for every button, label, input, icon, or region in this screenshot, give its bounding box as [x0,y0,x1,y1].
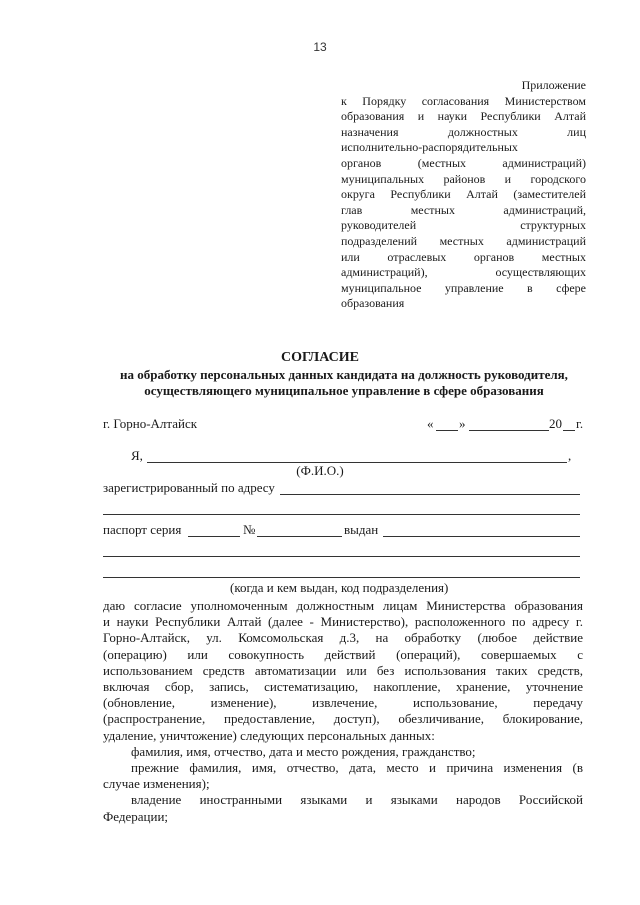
registered-label: зарегистрированный по адресу [103,480,275,495]
date-close-quote: » [459,416,466,431]
page-number: 13 [313,40,327,54]
data-item-previous-name: прежние фамилия, имя, отчество, дата, место и причина изменения (в [131,760,583,776]
i-label: Я, [131,448,143,463]
consent-line: включая сбор, запись, систематизацию, накопление, хранение, уточнение [103,679,583,695]
date-year-field[interactable] [563,430,575,431]
date-month-field[interactable] [469,430,549,431]
appendix-line: муниципальных районов и городского [341,171,586,186]
appendix-line: к Порядку согласования Министерством [341,93,586,108]
passport-label: паспорт серия [103,522,182,537]
appendix-line: образования и науки Республики Алтай [341,109,586,124]
appendix-line: назначения должностных лиц [341,124,586,139]
consent-body [103,598,583,825]
data-item-name: фамилия, имя, отчество, дата и место рождения, гражданство; [131,743,476,759]
appendix-title: Приложение [521,78,586,92]
document-title: СОГЛАСИЕ [281,350,359,365]
date-year-suffix: г. [576,416,584,431]
appendix-line: округа Республики Алтай (заместителей [341,187,586,202]
consent-line: Горно-Алтайск, ул. Комсомольская д.3, на обработку (любое действие [103,630,583,646]
issued-caption: (когда и кем выдан, код подразделения) [230,580,449,595]
appendix-line: администраций), осуществляющих [341,265,586,280]
appendix-block [341,78,586,312]
issued-label: выдан [344,522,379,537]
appendix-line: органов (местных администраций) [341,155,586,170]
date-year-prefix: 20 [549,416,562,431]
date-day-field[interactable] [436,430,458,431]
issued-field[interactable] [383,536,580,537]
consent-line: использованием средств автоматизации или без использования таких средств, [103,662,583,678]
city-name: г. Горно-Алтайск [103,416,198,431]
address-field[interactable] [280,494,580,495]
data-item-languages-cont: Федерации; [103,808,169,824]
consent-line: (распространение, предоставление, доступ), обезличивание, блокирование, [103,711,583,727]
appendix-line: исполнительно-распорядительных [341,140,518,155]
appendix-line: образования [341,296,405,311]
consent-line: (обновление, изменение), извлечение, использование, передачу [103,695,583,711]
appendix-line: руководителей структурных [341,218,586,233]
appendix-line: подразделений местных администраций [341,233,586,248]
data-item-languages: владение иностранными языками и языками народов Российской [131,792,583,808]
consent-line: удаление, уничтожение) следующих персональных данных: [103,727,435,743]
address-field-line2[interactable] [103,514,580,515]
appendix-line: глав местных администраций, [341,202,586,217]
fio-caption: (Ф.И.О.) [296,463,344,478]
data-item-previous-name-cont: случае изменения); [103,776,210,792]
passport-number-field[interactable] [257,536,342,537]
fio-comma: , [568,448,572,463]
passport-number-label: № [243,522,256,537]
consent-line: (операцию) или совокупность действий (операций), совершаемых с [103,646,583,662]
consent-line: и науки Республики Алтай (далее - Министерство), расположенного по адресу г. [103,614,583,630]
date-open-quote: « [427,416,434,431]
appendix-line: муниципальное управление в сфере [341,280,586,295]
document-subtitle: на обработку персональных данных кандидата на должность руководителя, осуществляющего муниципальное управление в сфере образования [120,367,568,398]
consent-line: даю согласие уполномоченным должностным лицам Министерства образования [103,598,583,613]
passport-series-field[interactable] [188,536,240,537]
issued-field-line3[interactable] [103,577,580,578]
appendix-line: или отраслевых органов местных [341,249,586,264]
issued-field-line2[interactable] [103,556,580,557]
